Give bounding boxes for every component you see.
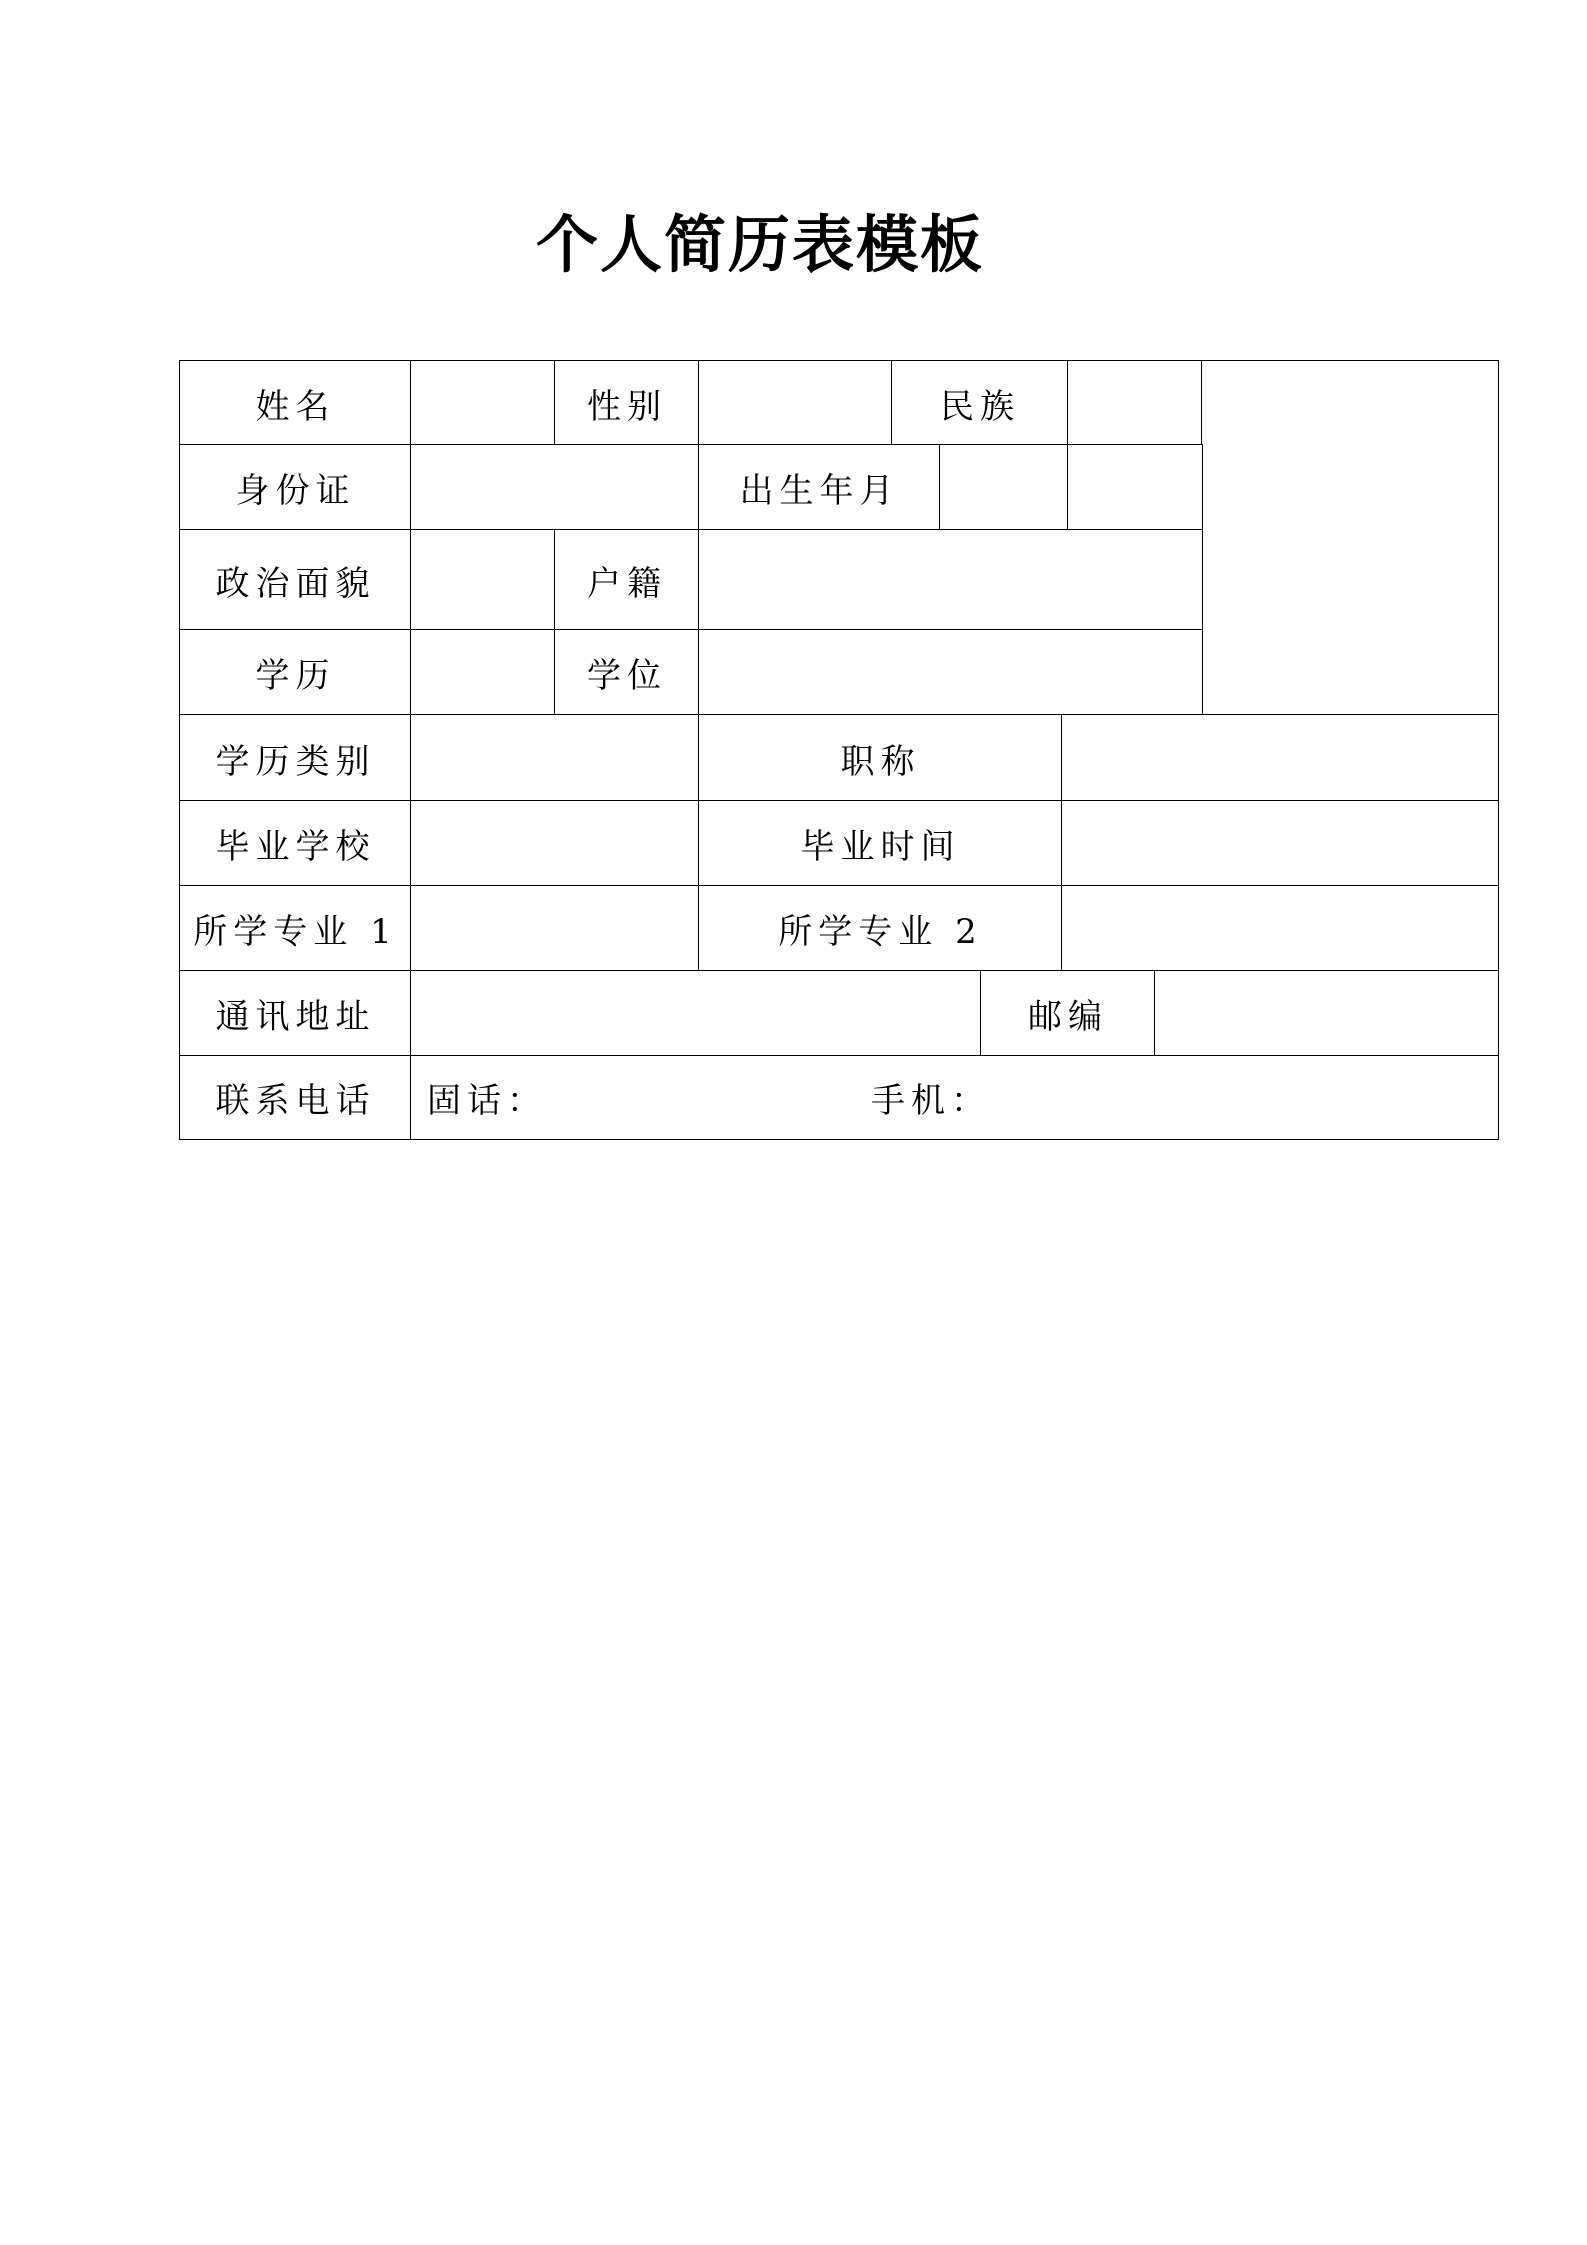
landline-label: 固话： xyxy=(427,1081,547,1121)
education-label: 学历 xyxy=(179,629,412,716)
birth-extra-field[interactable] xyxy=(1067,444,1203,531)
education-type-field[interactable] xyxy=(410,714,700,802)
page-title: 个人简历表模板 xyxy=(535,208,984,281)
political-field[interactable] xyxy=(410,529,556,631)
gender-label: 性别 xyxy=(554,360,700,446)
address-field[interactable] xyxy=(410,970,982,1057)
postcode-label: 邮编 xyxy=(980,970,1156,1057)
major2-label: 所学专业 2 xyxy=(698,885,1063,972)
ethnicity-label: 民族 xyxy=(891,360,1069,446)
major1-field[interactable] xyxy=(410,885,700,972)
photo-cell[interactable] xyxy=(1201,360,1499,716)
household-field[interactable] xyxy=(698,529,1203,631)
school-label: 毕业学校 xyxy=(179,800,412,887)
ethnicity-field[interactable] xyxy=(1067,360,1203,446)
mobile-label: 手机： xyxy=(871,1081,991,1121)
school-field[interactable] xyxy=(410,800,700,887)
resume-form-table xyxy=(179,360,1499,1140)
address-label: 通讯地址 xyxy=(179,970,412,1057)
major2-field[interactable] xyxy=(1061,885,1499,972)
title-field[interactable] xyxy=(1061,714,1499,802)
education-field[interactable] xyxy=(410,629,556,716)
household-label: 户籍 xyxy=(554,529,700,631)
birth-label: 出生年月 xyxy=(698,444,941,531)
birth-field[interactable] xyxy=(939,444,1069,531)
graduation-time-field[interactable] xyxy=(1061,800,1499,887)
degree-field[interactable] xyxy=(698,629,1203,716)
graduation-time-label: 毕业时间 xyxy=(698,800,1063,887)
contact-field[interactable] xyxy=(410,1055,1499,1140)
title-label: 职称 xyxy=(698,714,1063,802)
postcode-field[interactable] xyxy=(1154,970,1499,1057)
contact-label: 联系电话 xyxy=(179,1055,412,1140)
degree-label: 学位 xyxy=(554,629,700,716)
id-card-field[interactable] xyxy=(410,444,700,531)
id-card-label: 身份证 xyxy=(179,444,412,531)
major1-label: 所学专业 1 xyxy=(179,885,412,972)
political-label: 政治面貌 xyxy=(179,529,412,631)
name-label: 姓名 xyxy=(179,360,412,446)
education-type-label: 学历类别 xyxy=(179,714,412,802)
gender-field[interactable] xyxy=(698,360,893,446)
name-field[interactable] xyxy=(410,360,556,446)
